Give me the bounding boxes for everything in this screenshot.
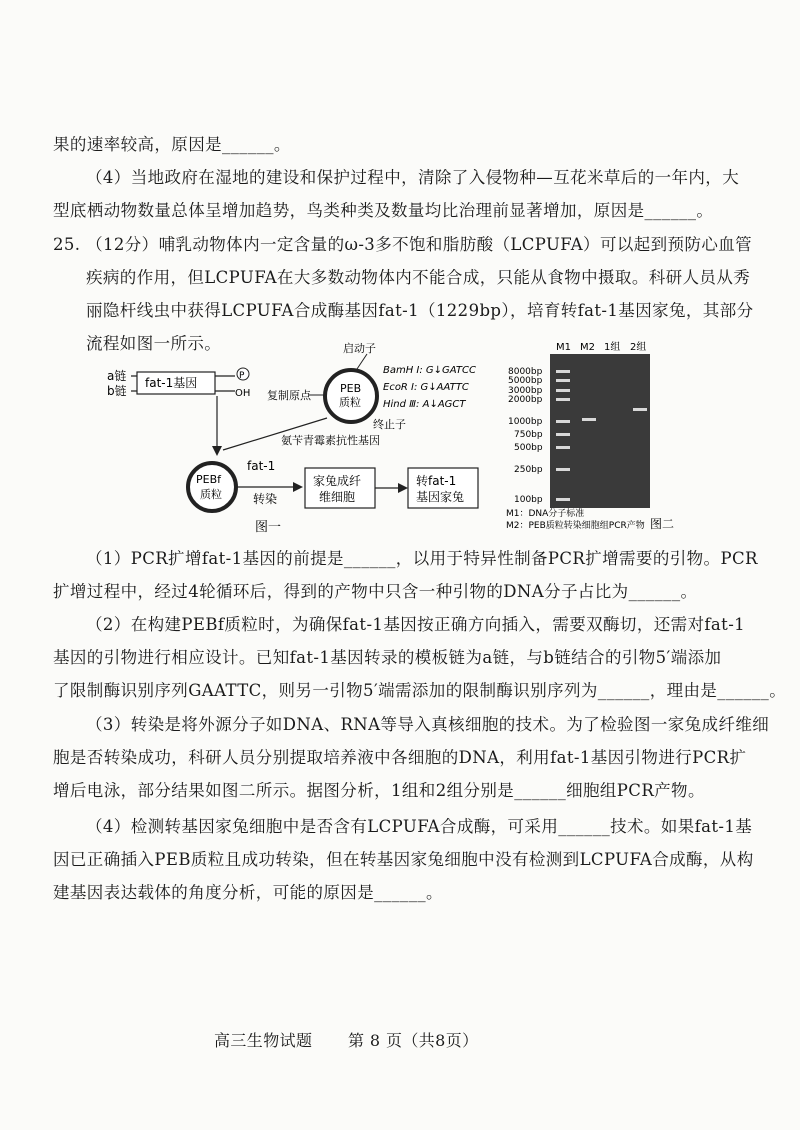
text-line-6: 丽隐杆线虫中获得LCPUFA合成酶基因fat-1（1229bp），培育转fat-1基因家兔，其部分 — [86, 301, 754, 320]
origin-label: 复制原点 — [267, 389, 311, 402]
text-line-7: 流程如图一所示。 — [86, 334, 222, 353]
terminator-label: 终止子 — [373, 418, 406, 431]
text-line-13: （3）转染是将外源分子如DNA、RNA等导入真核细胞的技术。为了检验图一家兔成纤维细 — [86, 715, 770, 734]
ladder-1000: 1000bp — [508, 417, 543, 427]
svg-text:维细胞: 维细胞 — [319, 490, 356, 504]
ladder-500: 500bp — [514, 443, 543, 453]
ladder-2000: 2000bp — [508, 395, 543, 405]
svg-text:质粒: 质粒 — [200, 488, 222, 501]
text-line-8: （1）PCR扩增fat-1基因的前提是______，以用于特异性制备PCR扩增需要的引物。PCR — [86, 549, 758, 568]
svg-text:家兔成纤: 家兔成纤 — [313, 474, 362, 488]
text-line-11: 基因的引物进行相应设计。已知fat-1基因转录的模板链为a链，与b链结合的引物5′端添加 — [53, 648, 722, 667]
lane-m1: M1 — [556, 342, 571, 353]
figure-one-caption: 图一 — [255, 520, 282, 535]
b-chain-label: b链 — [107, 384, 127, 398]
text-line-12: 了限制酶识别序列GAATTC，则另一引物5′端需添加的限制酶识别序列为______，理由是______。 — [53, 681, 787, 700]
hydroxyl-label: OH — [235, 388, 251, 399]
phosphate-label: P — [239, 371, 245, 381]
ladder-5000: 5000bp — [508, 376, 543, 386]
legend-m2: M2：PEB质粒转染细胞组PCR产物 — [506, 521, 645, 531]
lane-m2: M2 — [580, 342, 595, 353]
pebf-plasmid — [188, 463, 236, 511]
text-line-17: 因已正确插入PEB质粒且成功转染，但在转基因家兔细胞中没有检测到LCPUFA合成酶，从构 — [53, 850, 754, 869]
fat1-insert-label: fat-1 — [247, 459, 276, 473]
lane-group1: 1组 — [604, 342, 621, 353]
footer-page-number: 第 8 页（共8页） — [348, 1031, 479, 1050]
text-line-15: 增后电泳，部分结果如图二所示。据图分析，1组和2组分别是______细胞组PCR产物。 — [53, 781, 705, 800]
transfection-label: 转染 — [253, 492, 278, 506]
hindiii-label: Hind Ⅲ: A↓AGCT — [383, 399, 466, 410]
question-25-header: 25. （12分）哺乳动物体内一定含量的ω-3多不饱和脂肪酸（LCPUFA）可以起到预防心血管 — [53, 235, 753, 254]
a-chain-label: a链 — [107, 369, 127, 383]
peb-plasmid-label-2: 质粒 — [339, 396, 361, 409]
ecori-label: EcoR Ⅰ: G↓AATTC — [383, 382, 469, 393]
text-line-5: 疾病的作用，但LCPUFA在大多数动物体内不能合成，只能从食物中摄取。科研人员从秀 — [86, 268, 751, 287]
fat1-gene-label: fat-1基因 — [145, 376, 198, 390]
text-line-2: （4）当地政府在湿地的建设和保护过程中，清除了入侵物种—互花米草后的一年内，大 — [86, 168, 740, 187]
ladder-100: 100bp — [514, 495, 543, 505]
text-line-18: 建基因表达载体的角度分析，可能的原因是______。 — [53, 883, 443, 902]
ladder-750: 750bp — [514, 430, 543, 440]
ladder-3000: 3000bp — [508, 386, 543, 396]
footer-subject: 高三生物试题 — [214, 1031, 313, 1050]
legend-m1: M1：DNA分子标准 — [506, 509, 585, 519]
peb-plasmid-label-1: PEB — [340, 382, 362, 395]
bamhi-label: BamH Ⅰ: G↓GATCC — [383, 365, 476, 376]
text-line-14: 胞是否转染成功，科研人员分别提取培养液中各细胞的DNA，利用fat-1基因引物进行PCR扩 — [53, 748, 747, 767]
svg-text:转fat-1: 转fat-1 — [416, 474, 457, 488]
figure-two-gel — [500, 338, 700, 533]
promoter-label: 启动子 — [343, 342, 376, 355]
text-line-1: 果的速率较高，原因是______。 — [53, 135, 291, 154]
text-line-16: （4）检测转基因家兔细胞中是否含有LCPUFA合成酶，可采用______技术。如果fat-1基 — [86, 817, 753, 836]
ladder-8000: 8000bp — [508, 367, 543, 377]
ladder-250: 250bp — [514, 465, 543, 475]
lane-group2: 2组 — [630, 342, 647, 353]
figure-two-caption: 图二 — [650, 517, 675, 531]
svg-text:基因家兔: 基因家兔 — [416, 490, 465, 504]
text-line-3: 型底栖动物数量总体呈增加趋势，鸟类种类及数量均比治理前显著增加，原因是______。 — [53, 201, 714, 220]
figure-one — [95, 340, 495, 540]
resistance-gene-label: 氨苄青霉素抗性基因 — [281, 434, 380, 447]
text-line-9: 扩增过程中，经过4轮循环后，得到的产物中只含一种引物的DNA分子占比为______。 — [53, 582, 698, 601]
svg-text:PEBf: PEBf — [196, 473, 222, 486]
text-line-10: （2）在构建PEBf质粒时，为确保fat-1基因按正确方向插入，需要双酶切，还需对fat-1 — [86, 615, 746, 634]
